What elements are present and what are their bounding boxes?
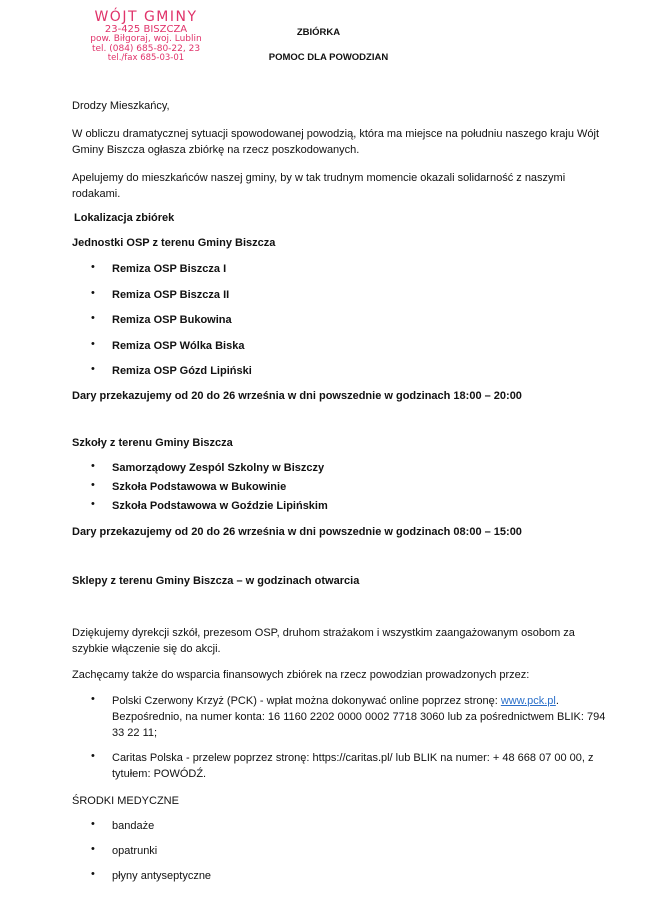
shops-heading: Sklepy z terenu Gminy Biszcza – w godzinach otwarcia <box>72 575 360 587</box>
school-item: Szkoła Podstawowa w Bukowinie <box>112 481 287 493</box>
osp-item: Remiza OSP Bukowina <box>112 314 232 326</box>
medical-item: bandaże <box>112 820 155 832</box>
pck-item <box>112 693 612 741</box>
bullet-icon: • <box>91 843 95 855</box>
osp-hours: Dary przekazujemy od 20 do 26 września w dni powszednie w godzinach 18:00 – 20:00 <box>72 390 522 402</box>
school-item: Szkoła Podstawowa w Goździe Lipińskim <box>112 500 328 512</box>
bullet-icon: • <box>91 363 95 375</box>
bullet-icon: • <box>91 312 95 324</box>
bullet-icon: • <box>91 693 95 705</box>
intro-paragraph: W obliczu dramatycznej sytuacji spowodowanej powodzią, która ma miejsce na południu naszego kraju Wójt Gminy Biszcza ogłasza zbiórkę na rzecz poszkodowanych. <box>72 128 600 156</box>
thanks-paragraph: Dziękujemy dyrekcji szkół, prezesom OSP, druhom strażakom i wszystkim zaangażowanym osobom za szybkie włączenie się do akcji. <box>72 627 575 655</box>
document-title: ZBIÓRKA <box>296 27 341 38</box>
encourage-paragraph: Zachęcamy także do wsparcia finansowych zbiórek na rzecz powodzian prowadzonych przez: <box>72 669 530 681</box>
bullet-icon: • <box>91 287 95 299</box>
schools-heading: Szkoły z terenu Gminy Biszcza <box>72 437 233 449</box>
bullet-icon: • <box>91 498 95 510</box>
bullet-icon: • <box>91 261 95 273</box>
stamp-phone: tel. (084) 685-80-22, 23 <box>91 43 201 54</box>
schools-hours: Dary przekazujemy od 20 do 26 września w dni powszednie w godzinach 08:00 – 15:00 <box>72 526 522 538</box>
osp-item: Remiza OSP Biszcza II <box>112 289 230 301</box>
stamp-title: WÓJT GMINY <box>94 9 198 25</box>
medical-item: opatrunki <box>112 845 158 857</box>
osp-item: Remiza OSP Biszcza I <box>112 263 227 275</box>
bullet-icon: • <box>91 818 95 830</box>
pck-text: Polski Czerwony Krzyż (PCK) - wpłat można dokonywać online poprzez stronę: <box>112 695 501 707</box>
stamp-fax: tel./fax 685-03-01 <box>107 53 185 64</box>
bullet-icon: • <box>91 868 95 880</box>
bullet-icon: • <box>91 338 95 350</box>
caritas-item: Caritas Polska - przelew poprzez stronę: https://caritas.pl/ lub BLIK na numer: + 48 668 07 00 00, z tytułem: POWÓDŹ. <box>112 752 594 780</box>
bullet-icon: • <box>91 479 95 491</box>
school-item: Samorządowy Zespól Szkolny w Biszczy <box>112 462 325 474</box>
document-subtitle: POMOC DLA POWODZIAN <box>268 52 389 63</box>
bullet-icon: • <box>91 460 95 472</box>
locations-heading: Lokalizacja zbiórek <box>74 212 175 224</box>
stamp-region: pow. Biłgoraj, woj. Lublin <box>90 34 202 45</box>
bullet-icon: • <box>91 750 95 762</box>
pck-link[interactable]: www.pck.pl <box>500 695 556 707</box>
appeal-paragraph: Apelujemy do mieszkańców naszej gminy, by w tak trudnym momencie okazali solidarność z naszymi rodakami. <box>72 172 566 200</box>
osp-item: Remiza OSP Wólka Biska <box>112 340 245 352</box>
osp-item: Remiza OSP Gózd Lipiński <box>112 365 252 377</box>
osp-heading: Jednostki OSP z terenu Gminy Biszcza <box>72 237 276 249</box>
pck-details: . Bezpośrednio, na numer konta: 16 1160 2202 0000 0002 7718 3060 lub za pośrednictwem BLIK: 794 33 22 11; <box>112 695 606 739</box>
stamp-postal: 23-425 BISZCZA <box>104 23 188 35</box>
medical-item: płyny antyseptyczne <box>112 870 212 882</box>
medical-heading: ŚRODKI MEDYCZNE <box>72 795 179 807</box>
greeting: Drodzy Mieszkańcy, <box>72 100 170 112</box>
